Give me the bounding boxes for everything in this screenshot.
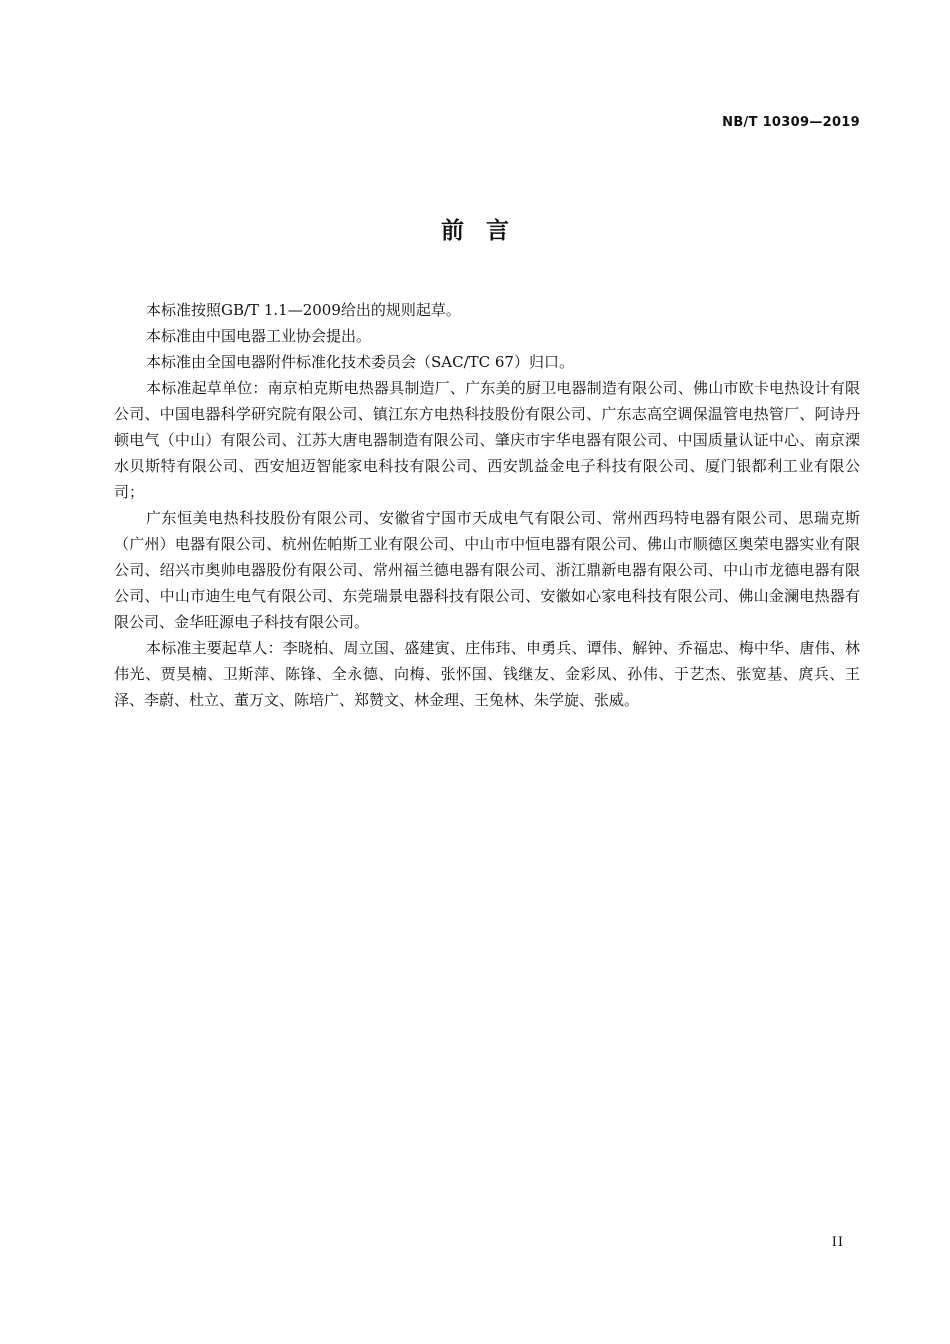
paragraph-drafting-units: 本标准起草单位：南京柏克斯电热器具制造厂、广东美的厨卫电器制造有限公司、佛山市欧卡电热设计有限公司、中国电器科学研究院有限公司、镇江东方电热科技股份有限公司、广东志高空调保温管电热管厂、阿诗丹顿电气（中山）有限公司、江苏大唐电器制造有限公司、肇庆市宇华电器有限公司、中国质量认证中心、南京溧水贝斯特有限公司、西安旭迈智能家电科技有限公司、西安凯益金电子科技有限公司、厦门银都利工业有限公司； — [114, 379, 860, 501]
paragraph-committee: 本标准由全国电器附件标准化技术委员会（SAC/TC 67）归口。 — [146, 353, 574, 371]
paragraph-main-drafters: 本标准主要起草人：李晓柏、周立国、盛建寅、庄伟玮、申勇兵、谭伟、解钟、乔福忠、梅中华、唐伟、林伟光、贾昊楠、卫斯萍、陈锋、全永德、向梅、张怀国、钱继友、金彩凤、孙伟、于艺杰、张宽基、庹兵、王泽、李蔚、杜立、董万文、陈培广、郑赞文、林金理、王兔林、朱学旋、张威。 — [114, 639, 860, 709]
foreword-body — [114, 297, 860, 713]
page-title: 前言 — [441, 218, 531, 244]
paragraph-proposer: 本标准由中国电器工业协会提出。 — [146, 327, 372, 345]
standard-code: NB/T 10309—2019 — [722, 115, 860, 130]
paragraph-drafting-units-continued: 广东恒美电热科技股份有限公司、安徽省宁国市天成电气有限公司、常州西玛特电器有限公司、思瑞克斯（广州）电器有限公司、杭州佐帕斯工业有限公司、中山市中恒电器有限公司、佛山市顺德区奥荣电器实业有限公司、绍兴市奥帅电器股份有限公司、常州福兰德电器有限公司、浙江鼎新电器有限公司、中山市龙德电器有限公司、中山市迪生电气有限公司、东莞瑞景电器科技有限公司、安徽如心家电科技有限公司、佛山金澜电热器有限公司、金华旺源电子科技有限公司。 — [114, 509, 860, 631]
page-number: II — [831, 1235, 844, 1250]
paragraph-drafting-rules: 本标准按照GB/T 1.1—2009给出的规则起草。 — [146, 301, 461, 319]
